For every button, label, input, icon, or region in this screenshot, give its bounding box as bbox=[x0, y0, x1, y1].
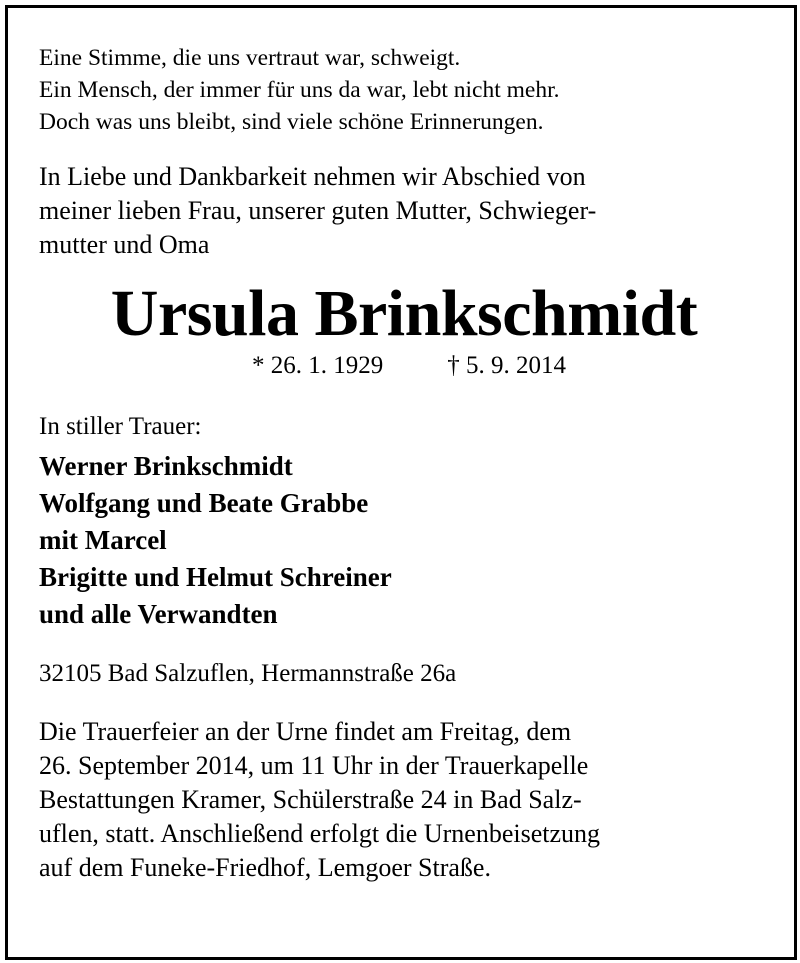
mourner-name: und alle Verwandten bbox=[39, 599, 278, 629]
obituary-notice bbox=[39, 42, 769, 885]
death-date: † 5. 9. 2014 bbox=[447, 352, 566, 379]
birth-date: * 26. 1. 1929 bbox=[252, 352, 384, 379]
deceased-name: Ursula Brinkschmidt bbox=[110, 277, 698, 350]
family-address: 32105 Bad Salzuflen, Hermannstraße 26a bbox=[39, 660, 457, 687]
mourner-name: mit Marcel bbox=[39, 525, 167, 555]
verse-line: Eine Stimme, die uns vertraut war, schweigt. bbox=[39, 45, 461, 71]
intro-line: mutter und Oma bbox=[39, 230, 210, 259]
mourner-name: Wolfgang und Beate Grabbe bbox=[39, 488, 369, 518]
funeral-details bbox=[39, 715, 769, 885]
funeral-line: Bestattungen Kramer, Schülerstraße 24 in Bad Salz- bbox=[39, 785, 582, 814]
mourners-list bbox=[39, 448, 769, 633]
mourner-name: Brigitte und Helmut Schreiner bbox=[39, 562, 392, 592]
funeral-line: auf dem Funeke-Friedhof, Lemgoer Straße. bbox=[39, 853, 491, 882]
mourning-label: In stiller Trauer: bbox=[39, 413, 202, 440]
intro-line: meiner lieben Frau, unserer guten Mutter, Schwieger- bbox=[39, 196, 597, 225]
intro-line: In Liebe und Dankbarkeit nehmen wir Abschied von bbox=[39, 162, 586, 191]
mourner-name: Werner Brinkschmidt bbox=[39, 451, 293, 481]
memorial-verse bbox=[39, 42, 769, 138]
verse-line: Ein Mensch, der immer für uns da war, lebt nicht mehr. bbox=[39, 77, 560, 103]
life-dates bbox=[39, 350, 769, 382]
funeral-line: uflen, statt. Anschließend erfolgt die Urnenbeisetzung bbox=[39, 819, 601, 848]
funeral-line: Die Trauerfeier an der Urne findet am Freitag, dem bbox=[39, 717, 572, 746]
verse-line: Doch was uns bleibt, sind viele schöne Erinnerungen. bbox=[39, 109, 544, 135]
farewell-intro bbox=[39, 160, 769, 262]
funeral-line: 26. September 2014, um 11 Uhr in der Trauerkapelle bbox=[39, 751, 589, 780]
